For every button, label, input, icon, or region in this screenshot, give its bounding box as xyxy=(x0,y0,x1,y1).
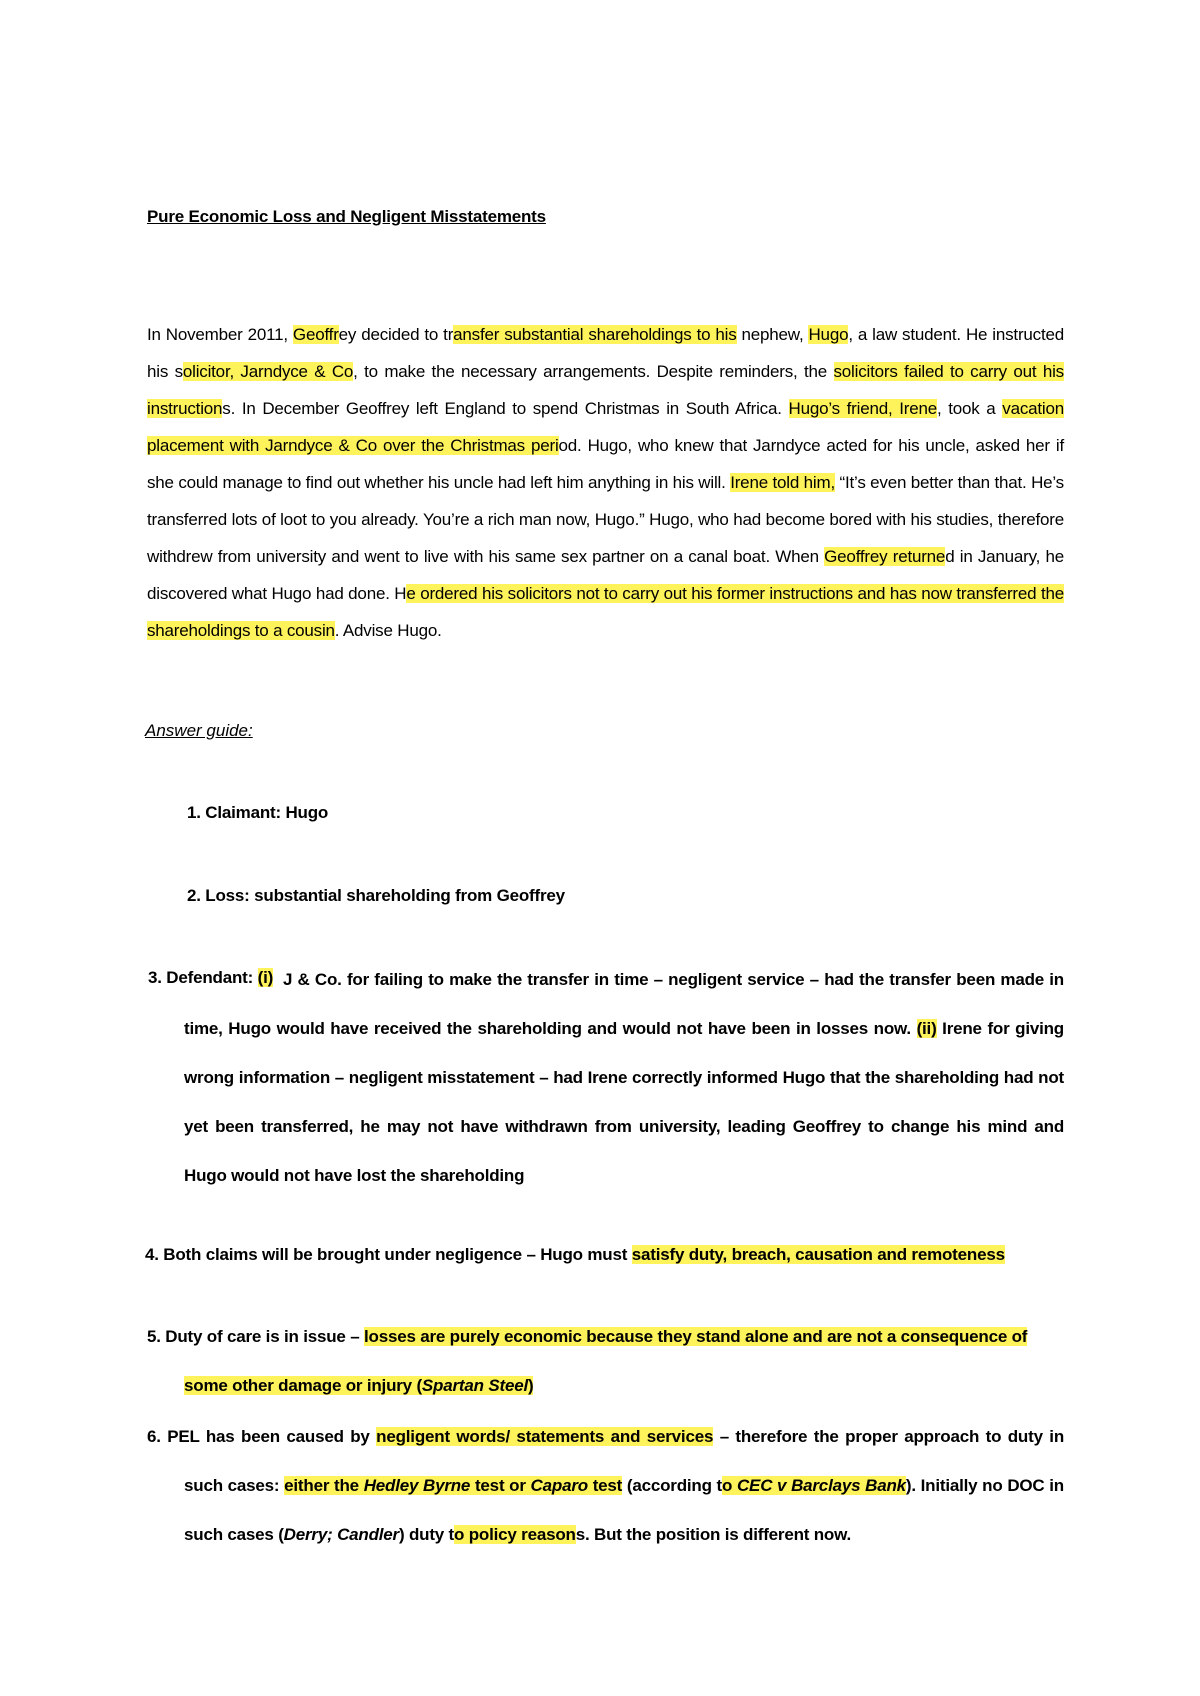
item-6-b: – therefore the proper approach to duty in such cases: xyxy=(184,1427,1065,1495)
item-5-highlight-text: losses are purely economic because they stand alone and are not a consequence of some other damage or injury ( xyxy=(184,1327,1028,1395)
scenario-text: In November 2011, xyxy=(147,325,293,344)
answer-item-5 xyxy=(147,1312,1064,1410)
item-3-number: 3. Defendant: xyxy=(148,968,258,987)
page-title: Pure Economic Loss and Negligent Misstatements xyxy=(147,207,546,226)
scenario-text: s. In December Geoffrey left England to spend Christmas in South Africa. xyxy=(222,399,789,418)
scenario-highlight: Hugo’s friend, Irene xyxy=(788,399,937,418)
scenario-text: . Advise Hugo. xyxy=(334,621,442,640)
item-3-marker-i: (i) xyxy=(257,968,274,987)
scenario-text: d in January, he discovered what Hugo had done. H xyxy=(147,547,1064,603)
item-5-case-name: Spartan Steel xyxy=(421,1376,528,1395)
scenario-highlight: vacation placement with Jarndyce & Co over the Christmas peri xyxy=(147,399,1064,455)
answer-item-3-body xyxy=(184,955,1064,1200)
item-4-text: 4. Both claims will be brought under negligence – Hugo must xyxy=(145,1245,632,1264)
scenario-highlight: e ordered his solicitors not to carry out his former instructions and has now transferred the shareholdings to a cousin xyxy=(147,584,1064,640)
scenario-highlight: ansfer substantial shareholdings to his xyxy=(453,325,737,344)
item-6-hl2-b: test or xyxy=(470,1476,531,1495)
item-6-c: (according t xyxy=(622,1476,723,1495)
answer-item-1: 1. Claimant: Hugo xyxy=(187,803,329,822)
scenario-text: “It’s even better than that. He’s transferred lots of loot to you already. You’re a rich man now, Hugo.” Hugo, who had become bored with his studies, therefore withdrew from university and went to live with his same sex partner on a canal boat. When xyxy=(147,473,1064,566)
item-6-case-cec: CEC v Barclays Bank xyxy=(736,1476,906,1495)
item-6-e: s. But the position is different now. xyxy=(575,1525,852,1544)
item-3-marker-ii: (ii) xyxy=(916,1019,937,1038)
scenario-paragraph xyxy=(147,316,1064,649)
item-6-highlight-1: negligent words/ statements and services xyxy=(376,1427,714,1446)
item-6-hl3-a: o xyxy=(722,1476,737,1495)
scenario-text: nephew, xyxy=(736,325,809,344)
item-3-part-b: Irene for giving wrong information – negligent misstatement – had Irene correctly informed Hugo that the shareholding had not yet been transferred, he may not have withdrawn from university, leading Geoffrey to change his mind and Hugo would not have lost the shareholding xyxy=(184,1019,1064,1185)
scenario-text: , took a xyxy=(936,399,1003,418)
scenario-highlight: olicitor, Jarndyce & Co xyxy=(182,362,354,381)
answer-item-4 xyxy=(145,1245,1005,1265)
item-6-case-hedley-byrne: Hedley Byrne xyxy=(363,1476,471,1495)
item-6-d: ) duty t xyxy=(398,1525,455,1544)
scenario-text: , a law student. He instructed his s xyxy=(147,325,1065,381)
item-6-highlight-2 xyxy=(284,1476,622,1495)
scenario-highlight: Irene told him, xyxy=(730,473,835,492)
item-6-case-derry-candler: Derry; Candler xyxy=(283,1525,399,1544)
item-6-highlight-3 xyxy=(722,1476,906,1495)
answer-item-2: 2. Loss: substantial shareholding from Geoffrey xyxy=(187,886,565,905)
item-6-hl2-c: test xyxy=(587,1476,623,1495)
scenario-text: , to make the necessary arrangements. Despite reminders, the xyxy=(353,362,834,381)
item-5-text: 5. Duty of care is in issue – xyxy=(147,1327,364,1346)
scenario-highlight: Geoffrey returne xyxy=(824,547,946,566)
item-3-part-a: J & Co. for failing to make the transfer in time – negligent service – had the transfer been made in time, Hugo would have received the shareholding and would not have been in losses now. xyxy=(184,970,1064,1038)
scenario-highlight: solicitors failed to carry out his instruction xyxy=(147,362,1064,418)
item-6-case-caparo: Caparo xyxy=(530,1476,588,1495)
answer-guide-heading: Answer guide: xyxy=(145,721,253,740)
answer-item-6 xyxy=(147,1412,1065,1559)
item-6-c2: ). Initially no DOC in such cases ( xyxy=(184,1476,1064,1544)
scenario-text: ey decided to tr xyxy=(338,325,454,344)
scenario-text: od. Hugo, who knew that Jarndyce acted for his uncle, asked her if she could manage to find out whether his uncle had left him anything in his will. xyxy=(147,436,1064,492)
item-4-highlight: satisfy duty, breach, causation and remoteness xyxy=(631,1245,1005,1264)
scenario-highlight: Hugo xyxy=(808,325,849,344)
item-6-highlight-4: o policy reason xyxy=(454,1525,576,1544)
scenario-highlight: Geoffr xyxy=(292,325,339,344)
item-6-a: 6. PEL has been caused by xyxy=(147,1427,377,1446)
item-5-close: ) xyxy=(527,1376,534,1395)
item-6-hl2-a: either the xyxy=(284,1476,364,1495)
